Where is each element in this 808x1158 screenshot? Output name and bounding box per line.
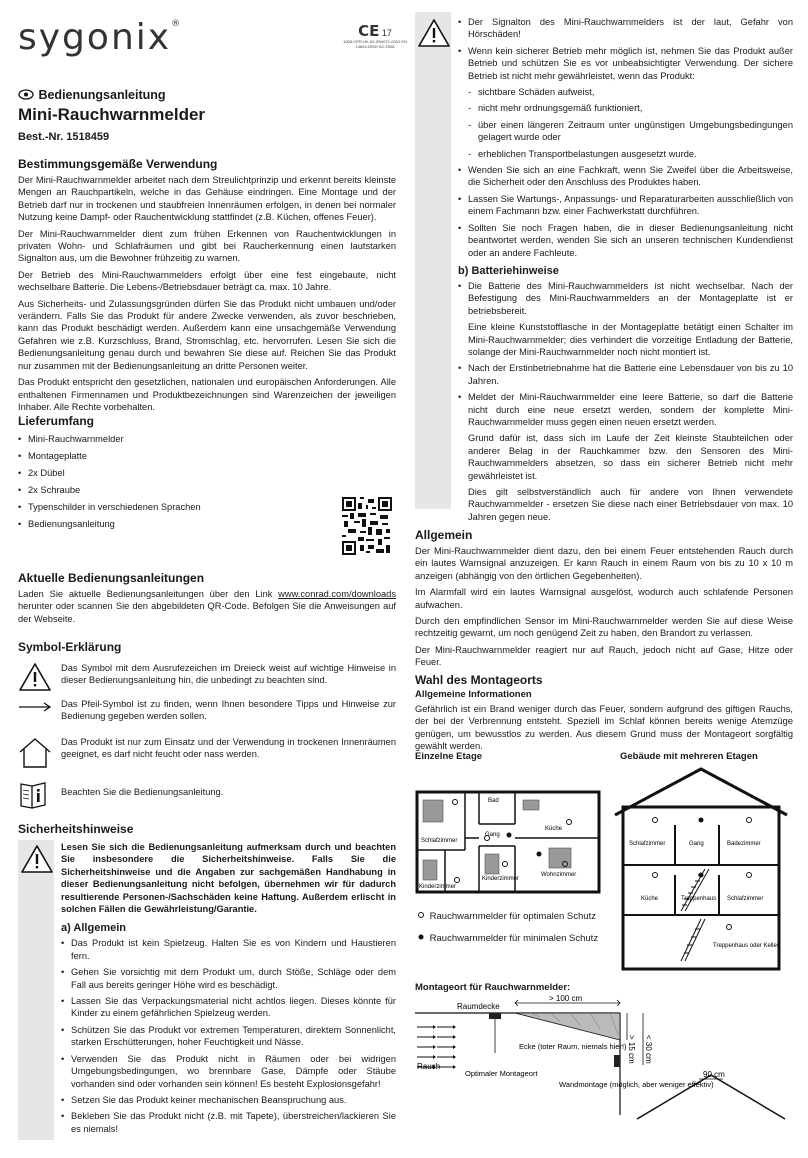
intended-use-p4: Aus Sicherheits- und Zulassungsgründen dürfen Sie das Produkt nicht umbauen und/oder verändern. Falls Sie das Produkt für andere Zwecke verwenden, als zuvor beschrieben, kann das Produkt beschädigt werden. Außerdem kann eine unsachgemäße Verwendung Gefahren wie z.B. Kurzschluss, Brand, Stromschlag, etc. hervorrufen. Lesen Sie sich die Bedienungsanleitung genau durch und bewahren Sie diese auf. Reichen Sie das Produkt nur zusammen mit der Bedienungsanleitung an dritte Personen weiter. xyxy=(18,298,396,371)
location-p1: Gefährlich ist ein Brand weniger durch das Feuer, sondern aufgrund des giftigen Rauchs, der bei der Verbrennung entsteht. Speziell im Schlaf können bereits wenige Atemzüge genügen, um bewusstlos zu werden. Aus diesem Grund muss der Montageort sorgfältig gewählt werden. xyxy=(415,704,793,752)
order-number: Best.-Nr. 1518459 xyxy=(18,131,110,143)
eye-icon xyxy=(18,89,34,100)
room-label: Treppenhaus oder Keller xyxy=(713,943,779,949)
battery-list xyxy=(458,280,793,523)
list-item: • Mini-Rauchwarnmelder xyxy=(18,431,396,448)
arrow-right-icon xyxy=(18,698,52,728)
general-p2: Im Alarmfall wird ein lautes Warnsignal ausgelöst, wodurch auch schlafende Personen aufwachen. xyxy=(415,587,793,610)
house-icon xyxy=(18,736,52,770)
room-label: Kinderzimmer xyxy=(482,876,520,882)
v15-label: > 15 cm xyxy=(627,1035,636,1064)
symbol-warning-text: Das Symbol mit dem Ausrufezeichen im Dreieck weist auf wichtige Hinweise in dieser Bedienungsanleitung hin, die unbedingt zu beachten sind. xyxy=(61,663,396,686)
brand-logo: sygonix® xyxy=(18,17,183,58)
warning-sidebar xyxy=(415,12,451,509)
intended-use-section xyxy=(18,157,396,417)
optimal-label: Optimaler Montageort xyxy=(465,1069,538,1078)
warning-icon xyxy=(20,844,54,874)
safety-cont-list-2 xyxy=(458,164,793,259)
safety-intro: Lesen Sie sich die Bedienungsanleitung aufmerksam durch und beachten Sie insbesondere die Sicherheitshinweise. Falls Sie die Sicherheitshinweise und die Angaben zur sachgemäßen Handhabung in dieser Bedienungsanleitung nicht befolgen, übernehmen wir für dadurch resultierende Personen-/Sachschäden keine Haftung. Außerdem erlischt in solchen Fällen die Gewährleistung/Garantie. xyxy=(61,842,396,915)
list-item: • Gehen Sie vorsichtig mit dem Produkt um, durch Stöße, Schläge oder dem Fall aus bereits geringer Höhe wird es beschädigt. xyxy=(61,966,396,991)
symbol-house-text: Das Produkt ist nur zum Einsatz und der Verwendung in trockenen Innenräumen geeignet, es darf nicht feucht oder nass werden. xyxy=(61,737,396,760)
list-item: • Wenden Sie sich an eine Fachkraft, wenn Sie Zweifel über die Arbeitsweise, die Sicherheit oder den Anschluss des Produktes haben. xyxy=(458,164,793,189)
mounting-diagram xyxy=(415,995,793,1145)
room-label: Küche xyxy=(641,896,659,902)
multi-floor-label: Gebäude mit mehreren Etagen xyxy=(620,751,758,762)
manuals-text-after: herunter oder scannen Sie den abgebildeten QR-Code. Befolgen Sie die Anweisungen auf der Webseite. xyxy=(18,601,396,624)
intended-use-p2: Der Mini-Rauchwarnmelder dient zum frühen Erkennen von Rauchentwicklungen in privaten Wohn- und Schlafräumen und gibt bei Raucherkennung einen lautstarken Signalton aus, um die Bewohner frühzeitig zu warnen. xyxy=(18,228,396,264)
warning-icon xyxy=(18,662,52,692)
intended-use-p3: Der Betrieb des Mini-Rauchwarnmelders erfolgt über eine fest eingebaute, nicht wechselbare Batterie. Die Lebens-/Betriebsdauer beträgt ca. max. 10 Jahre. xyxy=(18,269,396,293)
list-item: • Lassen Sie das Verpackungsmaterial nicht achtlos liegen. Dieses könnte für Kinder zu einem gefährlichen Spielzeug werden. xyxy=(61,995,396,1020)
download-link[interactable]: www.conrad.com/downloads xyxy=(278,589,396,599)
list-item: • Bekleben Sie das Produkt nicht (z.B. mit Tapete), überstreichen/lackieren Sie es niemals! xyxy=(61,1110,396,1135)
list-item: • Bedienungsanleitung xyxy=(18,516,396,533)
battery-note-1b: Eine kleine Kunststofflasche in der Montageplatte betätigt einen Schalter im Mini-Rauchwarnmelder; dies verhindert die vorzeitige Entladung der Batterie, solange der Mini-Rauchwarnmelder noch nicht montiert ist. xyxy=(468,322,793,357)
list-item: • Der Signalton des Mini-Rauchwarnmelders ist der laut, Gefahr von Hörschäden! xyxy=(458,16,793,41)
symbol-warning-row xyxy=(18,662,396,696)
list-item: • Lassen Sie Wartungs-, Anpassungs- und Reparaturarbeiten ausschließlich von einem Fachmann bzw. einer Fachwerkstatt durchführen. xyxy=(458,193,793,218)
legend-minimal-text: Rauchwarnmelder für minimalen Schutz xyxy=(429,933,599,944)
safety-continued xyxy=(458,16,793,527)
ce-number: 17 xyxy=(381,28,392,38)
list-item: • Montageplatte xyxy=(18,448,396,465)
manuals-heading: Aktuelle Bedienungsanleitungen xyxy=(18,571,205,585)
safety-cont-list xyxy=(458,16,793,82)
manuals-text: Laden Sie aktuelle Bedienungsanleitungen über den Link xyxy=(18,589,279,599)
ce-small-text: 1008-CPR-HK-69-ZN0071-0001 EN 14604:2005+AC:2008 xyxy=(343,38,407,49)
list-item: • Meldet der Mini-Rauchwarnmelder eine leere Batterie, so darf die Batterie nicht durch eine neue ersetzt werden, sondern der komplette Mini-Rauchwarnmelder muss gegen einen neuen ersetzt werden. xyxy=(458,391,793,428)
v30-label: < 30 cm xyxy=(644,1035,653,1064)
delivery-heading: Lieferumfang xyxy=(18,414,95,428)
safety-content xyxy=(61,841,396,1139)
list-item: • 2x Dübel xyxy=(18,465,396,482)
general-heading: Allgemein xyxy=(415,528,473,542)
mount-heading: Montageort für Rauchwarnmelder: xyxy=(415,982,571,993)
location-section xyxy=(415,673,793,753)
list-item: • Verwenden Sie das Produkt nicht in Räumen oder bei widrigen Umgebungsbedingungen, wo brennbare Gase, Dämpfe oder Stäube vorhanden sind oder vorhanden sein können! Es besteht Explosionsgefahr! xyxy=(61,1053,396,1090)
ce-mark-block xyxy=(340,24,410,49)
wall-label: Wandmontage (möglich, aber weniger effektiv) xyxy=(559,1080,714,1089)
list-item: - sichtbare Schäden aufweist, xyxy=(468,86,793,98)
smoke-detector-minimal-icon xyxy=(415,932,427,942)
general-section xyxy=(415,528,793,673)
room-label: Badezimmer xyxy=(727,841,761,847)
legend-optimal xyxy=(415,910,596,922)
symbol-arrow-text: Das Pfeil-Symbol ist zu finden, wenn Ihnen besondere Tipps und Hinweise zur Bedienung gegeben werden sollen. xyxy=(61,699,396,722)
list-item: • Nach der Erstinbetriebnahme hat die Batterie eine Lebensdauer von bis zu 10 Jahren. xyxy=(458,362,793,387)
safety-list xyxy=(61,937,396,1135)
intended-use-p5: Das Produkt entspricht den gesetzlichen, nationalen und europäischen Anforderungen. Alle enthaltenen Firmennamen und Produktbezeichnungen sind Warenzeichen der jeweiligen Inhaber. Alle Rechte vorbehalten. xyxy=(18,377,396,412)
legend-optimal-text: Rauchwarnmelder für optimalen Schutz xyxy=(429,911,596,922)
room-label: Gang xyxy=(485,832,500,838)
list-item: - erheblichen Transportbelastungen ausgesetzt wurde. xyxy=(468,148,793,160)
delivery-section xyxy=(18,414,396,533)
list-item: • Setzen Sie das Produkt keiner mechanischen Beanspruchung aus. xyxy=(61,1094,396,1106)
location-subheading: Allgemeine Informationen xyxy=(415,689,532,700)
floor-plan-diagram xyxy=(415,790,601,894)
ce-mark: CE xyxy=(358,22,380,40)
list-item: • Sollten Sie noch Fragen haben, die in dieser Bedienungsanleitung nicht beantwortet werden, wenden Sie sich an unseren technischen Kundendienst oder an andere Fachleute. xyxy=(458,222,793,259)
battery-heading: b) Batteriehinweise xyxy=(458,264,559,277)
list-item: • Das Produkt ist kein Spielzeug. Halten Sie es von Kindern und Haustieren fern. xyxy=(61,937,396,962)
legend-minimal xyxy=(415,932,598,944)
location-heading: Wahl des Montageorts xyxy=(415,673,543,687)
room-label: Bad xyxy=(488,798,499,804)
house-diagram xyxy=(609,765,793,973)
list-item: • Schützen Sie das Produkt vor extremen Temperaturen, direktem Sonnenlicht, starken Erschütterungen, hoher Feuchtigkeit und Nässe. xyxy=(61,1024,396,1049)
general-p3: Durch den empfindlichen Sensor im Mini-Rauchwarnmelder werden Sie auf diese Weise rechtzeitig gewarnt, um noch genügend Zeit zu haben, den Brandort zu verlassen. xyxy=(415,616,793,639)
corner-label: Ecke (toter Raum, niemals hier!) xyxy=(519,1042,627,1051)
room-label: Treppenhaus xyxy=(681,896,717,902)
room-label: Schlafzimmer xyxy=(421,838,458,844)
warning-icon xyxy=(417,18,451,48)
room-label: Wohnzimmer xyxy=(541,872,577,878)
room-label: Schlafzimmer xyxy=(629,841,666,847)
symbol-house-row xyxy=(18,736,396,772)
room-label: Gang xyxy=(689,841,704,847)
safety-general-heading: a) Allgemein xyxy=(61,922,126,935)
smoke-label: Rauch xyxy=(417,1062,441,1071)
symbol-manual-text: Beachten Sie die Bedienungsanleitung. xyxy=(61,787,224,797)
list-item: • 2x Schraube xyxy=(18,482,396,499)
list-item: • Typenschilder in verschiedenen Sprachen xyxy=(18,499,396,516)
battery-note-3c: Dies gilt selbstverständlich auch für andere von Ihnen verwendete Rauchwarnmelder - ersetzen Sie diese nach einer Betriebsdauer von max. 10 Jahren gegen neue. xyxy=(468,487,793,522)
warning-sidebar xyxy=(18,840,54,1140)
list-item: • Wenn kein sicherer Betrieb mehr möglich ist, nehmen Sie das Produkt außer Betrieb und schützen Sie es vor unbeabsichtigter Verwendung. Der sichere Betrieb ist nicht mehr gewährleistet, wenn das Produkt: xyxy=(458,45,793,82)
intended-use-p1: Der Mini-Rauchwarnmelder arbeitet nach dem Streulichtprinzip und erkennt bereits kleinste Mengen an Rauchpartikeln, welche in das Gehäuse eindringen. Eine Montage und der Betrieb darf nur in trockenen und staubfreien Innenräumen erfolgen, in denen bei normaler Nutzung keine Dampf- oder Rauchentwicklung stattfindet (z.B. Küchen, offenes Feuer). xyxy=(18,175,396,223)
room-label: Kinderzimmer xyxy=(419,884,457,890)
distance-label: > 100 cm xyxy=(549,995,583,1003)
smoke-detector-optimal-icon xyxy=(415,910,427,920)
general-p4: Der Mini-Rauchwarnmelder reagiert nur auf Rauch, jedoch nicht auf Gase, Hitze oder Feuer. xyxy=(415,644,793,668)
symbol-arrow-row xyxy=(18,698,396,728)
condition-list xyxy=(458,86,793,160)
single-floor-label: Einzelne Etage xyxy=(415,751,483,762)
symbol-manual-row xyxy=(18,780,396,810)
list-item: - über einen längeren Zeitraum unter ungünstigen Umgebungsbedingungen gelagert wurde oder xyxy=(468,119,793,144)
intended-use-heading: Bestimmungsgemäße Verwendung xyxy=(18,157,218,171)
list-item: - nicht mehr ordnungsgemäß funktioniert, xyxy=(468,102,793,114)
list-item: • Die Batterie des Mini-Rauchwarnmelders ist nicht wechselbar. Nach der Befestigung des Mini-Rauchwarnmelders an der Montageplatte ist er betriebsbereit. xyxy=(458,280,793,317)
room-label: Schlafzimmer xyxy=(727,896,764,902)
v90-label: 90 cm xyxy=(703,1070,725,1079)
page-title: Mini-Rauchwarnmelder xyxy=(18,105,206,124)
delivery-list xyxy=(18,431,396,533)
symbols-heading: Symbol-Erklärung xyxy=(18,640,122,654)
ceiling-label: Raumdecke xyxy=(457,1002,500,1011)
manuals-section xyxy=(18,571,396,625)
doc-label: Bedienungsanleitung xyxy=(38,88,166,102)
room-label: Küche xyxy=(545,826,563,832)
qr-code[interactable] xyxy=(342,497,392,560)
doc-label-row xyxy=(18,86,166,104)
safety-heading: Sicherheitshinweise xyxy=(18,822,134,836)
general-p1: Der Mini-Rauchwarnmelder dient dazu, den bei einem Feuer entstehenden Rauch durch ein lautes Warnsignal anzuzeigen. Er kann Rauch in einem Raum von bis zu 10 x 10 m anzeigen (abhängig von den örtlichen Gegebenheiten). xyxy=(415,546,793,581)
manual-info-icon xyxy=(18,780,52,810)
battery-note-3b: Grund dafür ist, dass sich im Laufe der Zeit kleinste Staubteilchen oder anderer Belag in der Rauchkammer bzw. den Sensoren des Mini-Rauchwarnmelders absetzen, so dass ein sicherer Betrieb nicht mehr gewährleistet ist. xyxy=(468,433,793,481)
